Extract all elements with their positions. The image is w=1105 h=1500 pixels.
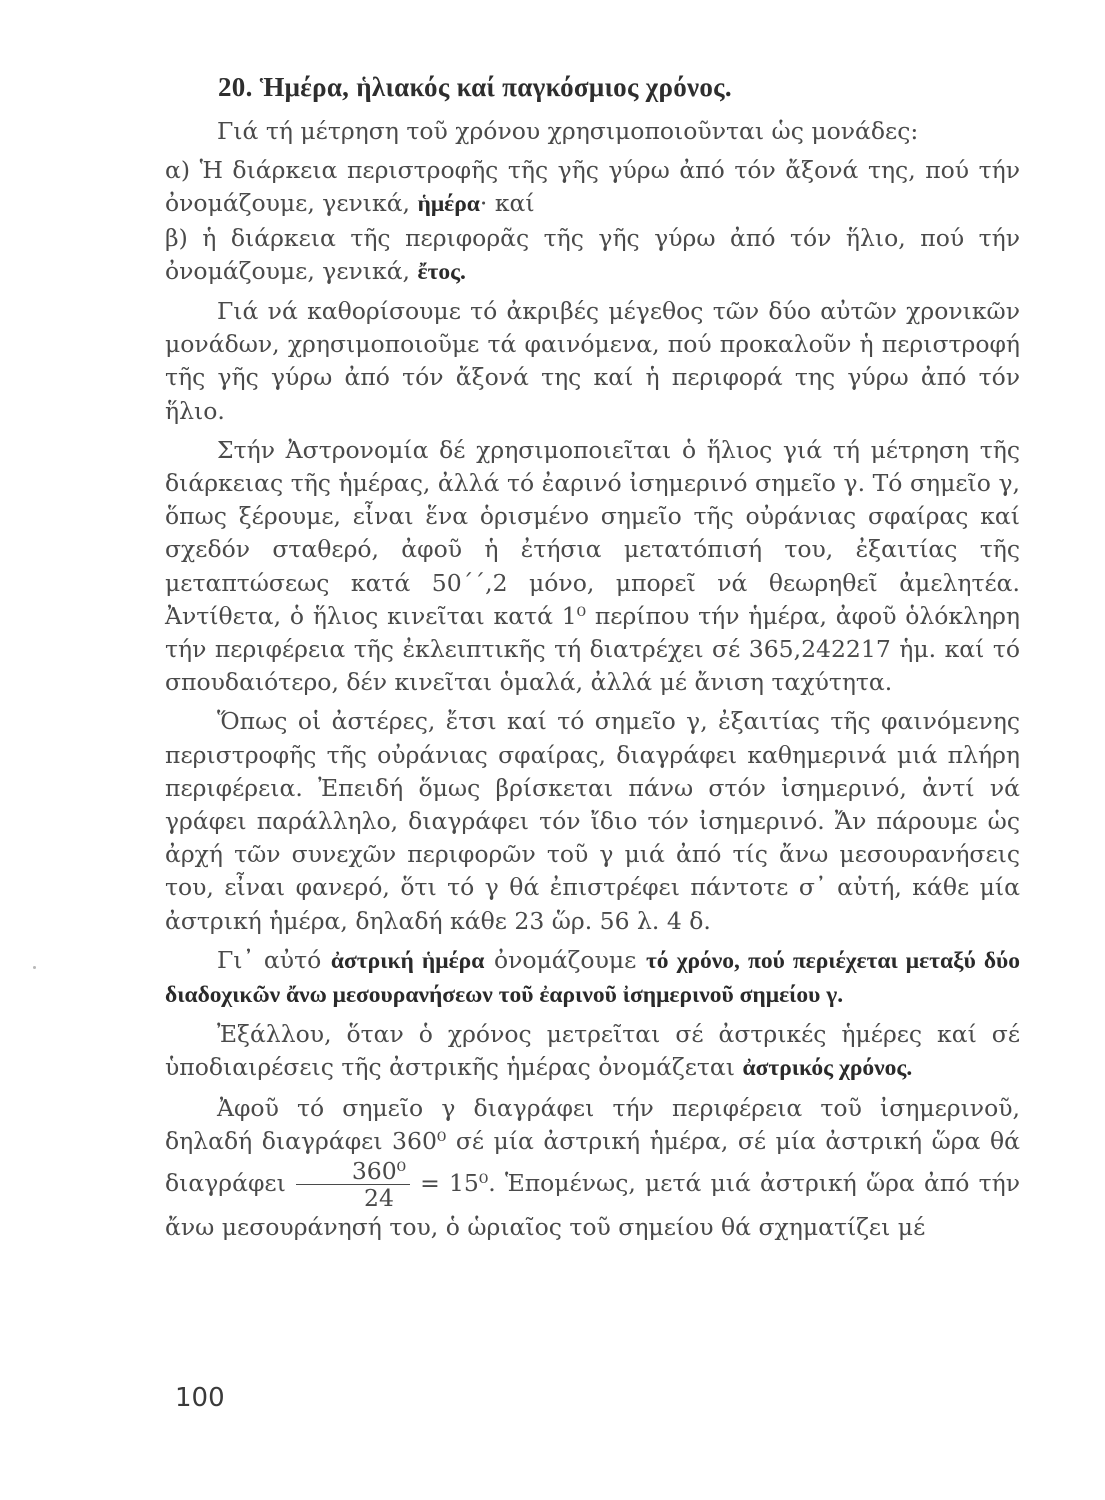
paragraph-sidereal-day	[165, 944, 1020, 1012]
sidereal-day-start: Γι᾿ αὐτό	[217, 945, 331, 974]
paragraph-hour-angle	[165, 1092, 1020, 1245]
sidereal-day-mid: ὀνομάζουμε	[484, 945, 646, 974]
term-year: ἔτος.	[417, 258, 466, 285]
day-definition-end: · καί	[479, 189, 535, 218]
day-definition-text: α) Ἡ διάρκεια περιστροφῆς τῆς γῆς γύρω ἀπό τόν ἄξονά της, πού τήν ὀνομάζουμε, γενικά,	[165, 156, 1020, 218]
term-sidereal-day: ἀστρική ἡμέρα	[330, 947, 485, 974]
paragraph-units-intro: Γιά τή μέτρηση τοῦ χρόνου χρησιμοποιοῦνται ὡς μονάδες:	[217, 117, 919, 145]
paragraph-phenomena: Γιά νά καθορίσουμε τό ἀκριβές μέγεθος τῶν δύο αὐτῶν χρονικῶν μονάδων, χρησιμοποιοῦμε τά φαινόμενα, πού προκαλοῦν ἡ περιστροφή τῆς γῆς γύρω ἀπό τόν ἄξονά της καί ἡ περιφορά της γύρω ἀπό τόν ἥλιο.	[165, 297, 1020, 425]
scan-speck	[33, 966, 36, 969]
fraction-numerator: 360⁰	[296, 1158, 410, 1185]
term-sidereal-time: ἀστρικός χρόνος.	[742, 1055, 913, 1082]
paragraph-sidereal-time	[165, 1018, 1020, 1085]
hour-angle-start: Ἀφοῦ τό σημεῖο γ διαγράφει τήν περιφέρεια τοῦ ἰσημερινοῦ, δηλαδή διαγράφει 360⁰ σέ μία ἀστρική ἡμέρα, σέ μία ἀστρική ὥρα θά διαγράφει	[165, 1093, 1020, 1198]
sidereal-time-text: Ἐξάλλου, ὅταν ὁ χρόνος μετρεῖται σέ ἀστρικές ἡμέρες καί σέ ὑποδιαιρέσεις τῆς ἀστρικῆς ἡμέρας ὀνομάζεται	[165, 1020, 1020, 1082]
year-definition-text: β) ἡ διάρκεια τῆς περιφορᾶς τῆς γῆς γύρω ἀπό τόν ἥλιο, πού τήν ὀνομάζουμε, γενικά,	[165, 223, 1020, 285]
body-text	[165, 115, 1020, 1244]
fraction-360-24	[296, 1158, 410, 1211]
term-day: ἡμέρα	[417, 191, 480, 218]
hour-angle-end: = 15⁰. Ἑπομένως, μετά μιά ἀστρική ὥρα ἀπό τήν ἄνω μεσουράνησή του, ὁ ὡριαῖος τοῦ σημείου θά σχηματίζει μέ	[165, 1169, 1020, 1242]
paragraph-rotation: Ὅπως οἱ ἀστέρες, ἔτσι καί τό σημεῖο γ, ἐξαιτίας τῆς φαινόμενης περιστροφῆς τῆς οὐράνιας σφαίρας, διαγράφει καθημερινά μιά πλήρη περιφέρεια. Ἐπειδή ὅμως βρίσκεται πάνω στόν ἰσημερινό, ἀντί νά γράφει παράλληλο, διαγράφει τόν ἴδιο τόν ἰσημερινό. Ἄν πάρουμε ὡς ἀρχή τῶν συνεχῶν περιφορῶν τοῦ γ μιά ἀπό τίς ἄνω μεσουρανήσεις του, εἶναι φανερό, ὅτι τό γ θά ἐπιστρέφει πάντοτε σ᾿ αὐτή, κάθε μία ἀστρική ἡμέρα, δηλαδή κάθε 23 ὥρ. 56 λ. 4 δ.	[165, 707, 1020, 935]
fraction-denominator: 24	[364, 1184, 394, 1213]
sidereal-day-definition: τό χρόνο, πού περιέχεται μεταξύ δύο διαδοχικῶν ἄνω μεσουρανήσεων τοῦ ἐαρινοῦ ἰσημερινοῦ σημείου γ.	[165, 947, 1020, 1009]
section-heading: 20. Ἡμέρα, ἡλιακός καί παγκόσμιος χρόνος.	[218, 72, 732, 102]
paragraph-year-definition	[165, 222, 1020, 289]
paragraph-day-definition	[165, 154, 1020, 221]
paragraph-vernal-point: Στήν Ἀστρονομία δέ χρησιμοποιεῖται ὁ ἥλιος γιά τή μέτρηση τῆς διάρκειας τῆς ἡμέρας, ἀλλά τό ἐαρινό ἰσημερινό σημεῖο γ. Τό σημεῖο γ, ὅπως ξέρουμε, εἶναι ἕνα ὁρισμένο σημεῖο τῆς οὐράνιας σφαίρας καί σχεδόν σταθερό, ἀφοῦ ἡ ἐτήσια μετατόπισή του, ἐξαιτίας τῆς μεταπτώσεως κατά 50΄΄,2 μόνο, μπορεῖ νά θεωρηθεῖ ἀμελητέα. Ἀντίθετα, ὁ ἥλιος κινεῖται κατά 1⁰ περίπου τήν ἡμέρα, ἀφοῦ ὁλόκληρη τήν περιφέρεια τῆς ἐκλειπτικῆς τή διατρέχει σέ 365,242217 ἡμ. καί τό σπουδαιότερο, δέν κινεῖται ὁμαλά, ἀλλά μέ ἄνιση ταχύτητα.	[165, 435, 1020, 697]
page-number: 100	[175, 1383, 225, 1413]
